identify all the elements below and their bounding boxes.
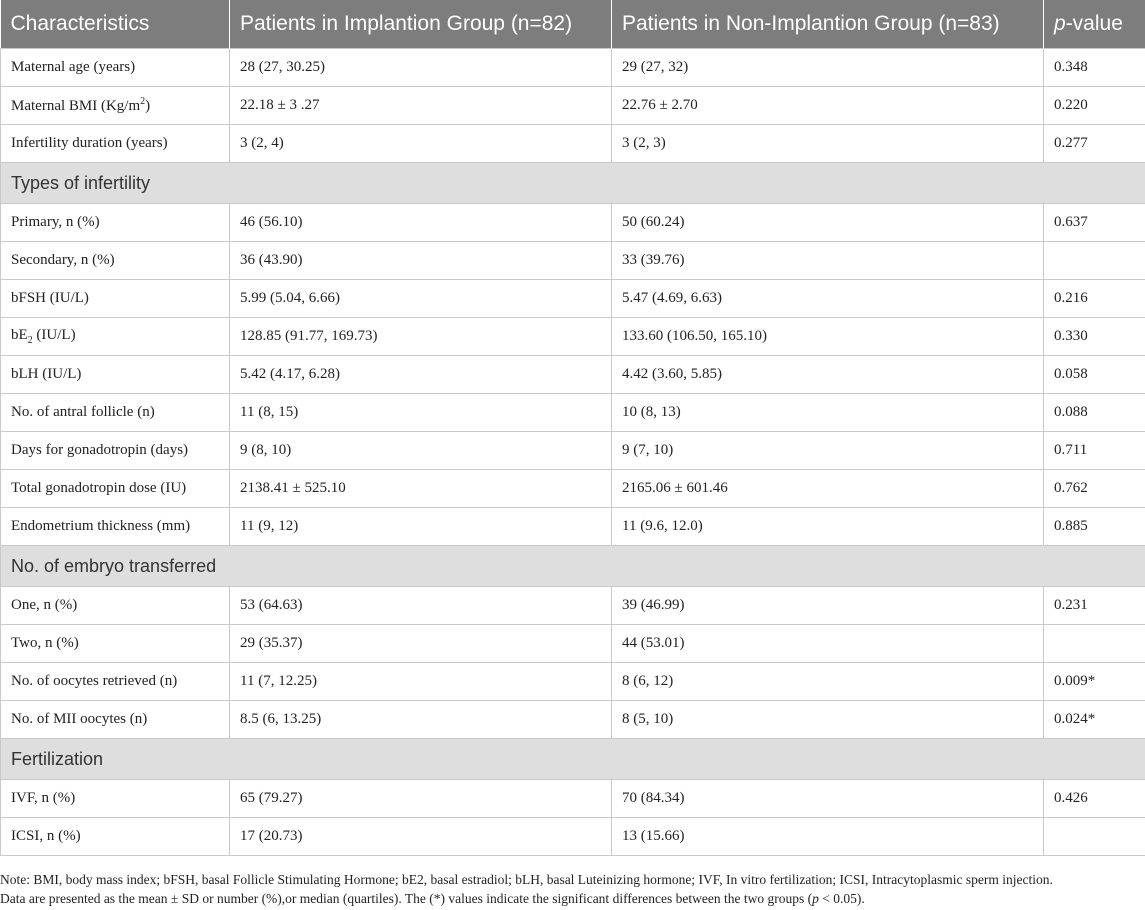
non-implantation-value: 22.76 ± 2.70 — [612, 87, 1044, 125]
non-implantation-value: 29 (27, 32) — [612, 49, 1044, 87]
row-label: Days for gonadotropin (days) — [1, 432, 230, 470]
row-label: No. of antral follicle (n) — [1, 394, 230, 432]
row-label: Endometrium thickness (mm) — [1, 508, 230, 546]
header-implantation-group: Patients in Implantion Group (n=82) — [230, 0, 612, 49]
row-label: ICSI, n (%) — [1, 818, 230, 856]
p-value: 0.009* — [1044, 663, 1145, 701]
table-row — [1, 432, 1145, 470]
non-implantation-value: 8 (6, 12) — [612, 663, 1044, 701]
row-label: Two, n (%) — [1, 625, 230, 663]
p-value: 0.088 — [1044, 394, 1145, 432]
non-implantation-value: 2165.06 ± 601.46 — [612, 470, 1044, 508]
row-label — [1, 87, 230, 125]
p-value — [1044, 242, 1145, 280]
row-label: One, n (%) — [1, 587, 230, 625]
table-row — [1, 49, 1145, 87]
row-label — [1, 318, 230, 356]
section-row — [1, 163, 1145, 204]
table-note — [0, 870, 1140, 908]
implantation-value: 36 (43.90) — [230, 242, 612, 280]
non-implantation-value: 13 (15.66) — [612, 818, 1044, 856]
implantation-value: 2138.41 ± 525.10 — [230, 470, 612, 508]
p-value: 0.762 — [1044, 470, 1145, 508]
non-implantation-value: 44 (53.01) — [612, 625, 1044, 663]
row-label: Total gonadotropin dose (IU) — [1, 470, 230, 508]
non-implantation-value: 70 (84.34) — [612, 780, 1044, 818]
section-row — [1, 739, 1145, 780]
table-row — [1, 356, 1145, 394]
p-value: 0.216 — [1044, 280, 1145, 318]
implantation-value: 65 (79.27) — [230, 780, 612, 818]
row-label: bFSH (IU/L) — [1, 280, 230, 318]
non-implantation-value: 50 (60.24) — [612, 204, 1044, 242]
implantation-value: 28 (27, 30.25) — [230, 49, 612, 87]
section-title: No. of embryo transferred — [1, 546, 1145, 587]
implantation-value: 3 (2, 4) — [230, 125, 612, 163]
header-p-value — [1044, 0, 1145, 49]
table-header-row — [1, 0, 1145, 49]
row-label-superscript: 2 — [140, 96, 146, 107]
table-row — [1, 87, 1145, 125]
section-title: Types of infertility — [1, 163, 1145, 204]
row-label: Infertility duration (years) — [1, 125, 230, 163]
p-value: 0.348 — [1044, 49, 1145, 87]
table-row — [1, 701, 1145, 739]
non-implantation-value: 33 (39.76) — [612, 242, 1044, 280]
p-value: 0.277 — [1044, 125, 1145, 163]
implantation-value: 128.85 (91.77, 169.73) — [230, 318, 612, 356]
implantation-value: 11 (7, 12.25) — [230, 663, 612, 701]
implantation-value: 53 (64.63) — [230, 587, 612, 625]
implantation-value: 29 (35.37) — [230, 625, 612, 663]
row-label-unit: ) — [145, 98, 151, 114]
table-row — [1, 318, 1145, 356]
p-value: 0.220 — [1044, 87, 1145, 125]
implantation-value: 11 (9, 12) — [230, 508, 612, 546]
implantation-value: 5.99 (5.04, 6.66) — [230, 280, 612, 318]
note-line-1: Note: BMI, body mass index; bFSH, basal Follicle Stimulating Hormone; bE2, basal estradiol; bLH, basal Luteinizing hormone; IVF, In vitro fertilization; ICSI, Intracytoplasmic sperm injection. — [0, 872, 1053, 887]
row-label: Primary, n (%) — [1, 204, 230, 242]
non-implantation-value: 8 (5, 10) — [612, 701, 1044, 739]
row-label: bLH (IU/L) — [1, 356, 230, 394]
implantation-value: 9 (8, 10) — [230, 432, 612, 470]
table-row — [1, 242, 1145, 280]
table-row — [1, 470, 1145, 508]
row-label: Maternal age (years) — [1, 49, 230, 87]
row-label: No. of MII oocytes (n) — [1, 701, 230, 739]
non-implantation-value: 4.42 (3.60, 5.85) — [612, 356, 1044, 394]
non-implantation-value: 5.47 (4.69, 6.63) — [612, 280, 1044, 318]
header-non-implantation-group: Patients in Non-Implantion Group (n=83) — [612, 0, 1044, 49]
non-implantation-value: 10 (8, 13) — [612, 394, 1044, 432]
table-body — [1, 49, 1145, 856]
note-line-2-text: Data are presented as the mean ± SD or number (%),or median (quartiles). The (*) values indicate the significant differences between the two groups ( — [0, 891, 813, 906]
note-line-2-end: < 0.05). — [818, 891, 865, 906]
table-row — [1, 663, 1145, 701]
implantation-value: 46 (56.10) — [230, 204, 612, 242]
row-label: IVF, n (%) — [1, 780, 230, 818]
table-row — [1, 394, 1145, 432]
p-value: 0.426 — [1044, 780, 1145, 818]
p-value: 0.024* — [1044, 701, 1145, 739]
row-label: No. of oocytes retrieved (n) — [1, 663, 230, 701]
row-label-subscript: 2 — [27, 335, 33, 346]
row-label-text: bE — [11, 327, 28, 343]
header-p-suffix: -value — [1065, 12, 1123, 35]
p-value: 0.058 — [1044, 356, 1145, 394]
p-value: 0.637 — [1044, 204, 1145, 242]
p-value — [1044, 818, 1145, 856]
table-row — [1, 280, 1145, 318]
note-p-italic: p — [812, 891, 819, 906]
table-row — [1, 508, 1145, 546]
table-row — [1, 625, 1145, 663]
non-implantation-value: 133.60 (106.50, 165.10) — [612, 318, 1044, 356]
non-implantation-value: 9 (7, 10) — [612, 432, 1044, 470]
note-line-2 — [0, 889, 1140, 908]
non-implantation-value: 11 (9.6, 12.0) — [612, 508, 1044, 546]
table-row — [1, 125, 1145, 163]
implantation-value: 22.18 ± 3 .27 — [230, 87, 612, 125]
non-implantation-value: 3 (2, 3) — [612, 125, 1044, 163]
non-implantation-value: 39 (46.99) — [612, 587, 1044, 625]
table-row — [1, 818, 1145, 856]
row-label-text: Maternal BMI (Kg/m — [11, 98, 141, 114]
table-row — [1, 780, 1145, 818]
p-value: 0.231 — [1044, 587, 1145, 625]
p-value: 0.711 — [1044, 432, 1145, 470]
header-characteristics: Characteristics — [1, 0, 230, 49]
implantation-value: 11 (8, 15) — [230, 394, 612, 432]
section-title: Fertilization — [1, 739, 1145, 780]
section-row — [1, 546, 1145, 587]
p-value — [1044, 625, 1145, 663]
p-value: 0.330 — [1044, 318, 1145, 356]
implantation-value: 8.5 (6, 13.25) — [230, 701, 612, 739]
table-row — [1, 204, 1145, 242]
row-label-unit: (IU/L) — [32, 327, 76, 343]
table-row — [1, 587, 1145, 625]
implantation-value: 5.42 (4.17, 6.28) — [230, 356, 612, 394]
row-label: Secondary, n (%) — [1, 242, 230, 280]
implantation-value: 17 (20.73) — [230, 818, 612, 856]
p-value: 0.885 — [1044, 508, 1145, 546]
header-p-italic: p — [1054, 12, 1066, 35]
